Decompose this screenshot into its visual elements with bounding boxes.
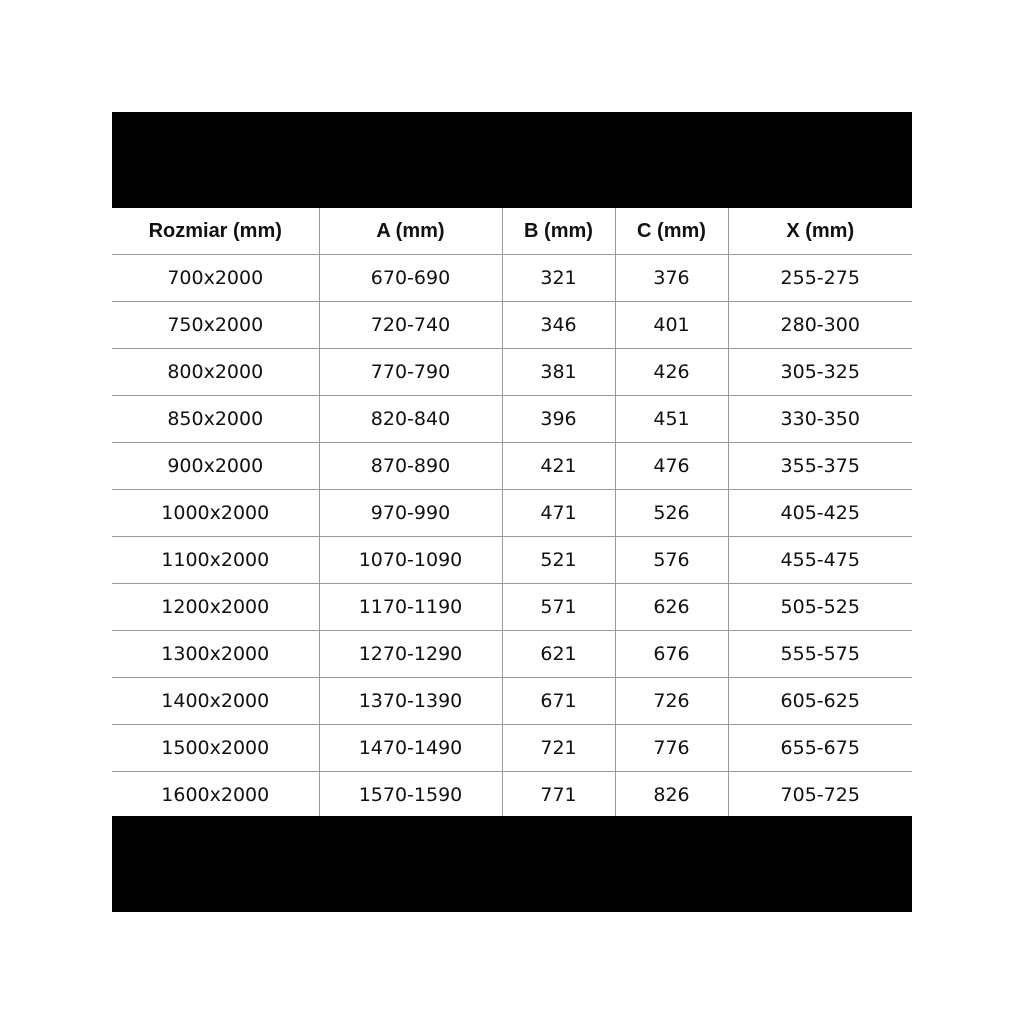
cell-a: 670-690 [319, 255, 502, 302]
cell-rozmiar: 850x2000 [112, 396, 319, 443]
table-row [112, 631, 912, 678]
cell-a: 1270-1290 [319, 631, 502, 678]
cell-a: 1470-1490 [319, 725, 502, 772]
cell-b: 671 [502, 678, 615, 725]
cell-rozmiar: 1200x2000 [112, 584, 319, 631]
cell-rozmiar: 700x2000 [112, 255, 319, 302]
cell-b: 321 [502, 255, 615, 302]
cell-c: 626 [615, 584, 728, 631]
cell-b: 521 [502, 537, 615, 584]
cell-x: 705-725 [728, 772, 912, 819]
cell-a: 1070-1090 [319, 537, 502, 584]
table-row [112, 443, 912, 490]
table-frame [112, 112, 912, 912]
header-rozmiar: Rozmiar (mm) [112, 208, 319, 255]
bottom-black-band [112, 816, 912, 912]
cell-c: 401 [615, 302, 728, 349]
table-row [112, 772, 912, 819]
header-c: C (mm) [615, 208, 728, 255]
table-row [112, 490, 912, 537]
table-row [112, 396, 912, 443]
cell-a: 770-790 [319, 349, 502, 396]
cell-a: 720-740 [319, 302, 502, 349]
cell-c: 776 [615, 725, 728, 772]
cell-x: 255-275 [728, 255, 912, 302]
table-row [112, 302, 912, 349]
cell-c: 726 [615, 678, 728, 725]
cell-rozmiar: 900x2000 [112, 443, 319, 490]
cell-x: 280-300 [728, 302, 912, 349]
cell-b: 571 [502, 584, 615, 631]
table-row [112, 725, 912, 772]
cell-a: 1570-1590 [319, 772, 502, 819]
cell-x: 330-350 [728, 396, 912, 443]
cell-c: 576 [615, 537, 728, 584]
cell-x: 505-525 [728, 584, 912, 631]
header-row [112, 208, 912, 255]
cell-x: 605-625 [728, 678, 912, 725]
header-a: A (mm) [319, 208, 502, 255]
table-row [112, 255, 912, 302]
cell-x: 655-675 [728, 725, 912, 772]
cell-rozmiar: 1500x2000 [112, 725, 319, 772]
header-x: X (mm) [728, 208, 912, 255]
cell-rozmiar: 800x2000 [112, 349, 319, 396]
cell-rozmiar: 1300x2000 [112, 631, 319, 678]
cell-rozmiar: 750x2000 [112, 302, 319, 349]
cell-a: 1170-1190 [319, 584, 502, 631]
cell-a: 970-990 [319, 490, 502, 537]
cell-c: 451 [615, 396, 728, 443]
cell-x: 355-375 [728, 443, 912, 490]
cell-b: 346 [502, 302, 615, 349]
cell-c: 526 [615, 490, 728, 537]
size-table [112, 208, 912, 818]
cell-b: 721 [502, 725, 615, 772]
cell-c: 676 [615, 631, 728, 678]
cell-b: 381 [502, 349, 615, 396]
table-row [112, 678, 912, 725]
table-row [112, 349, 912, 396]
cell-rozmiar: 1400x2000 [112, 678, 319, 725]
cell-c: 476 [615, 443, 728, 490]
cell-x: 305-325 [728, 349, 912, 396]
cell-b: 396 [502, 396, 615, 443]
cell-b: 621 [502, 631, 615, 678]
cell-x: 405-425 [728, 490, 912, 537]
cell-x: 555-575 [728, 631, 912, 678]
cell-c: 426 [615, 349, 728, 396]
cell-x: 455-475 [728, 537, 912, 584]
cell-c: 376 [615, 255, 728, 302]
cell-rozmiar: 1100x2000 [112, 537, 319, 584]
cell-a: 820-840 [319, 396, 502, 443]
cell-a: 870-890 [319, 443, 502, 490]
cell-b: 421 [502, 443, 615, 490]
table-row [112, 584, 912, 631]
cell-b: 771 [502, 772, 615, 819]
cell-a: 1370-1390 [319, 678, 502, 725]
cell-b: 471 [502, 490, 615, 537]
header-b: B (mm) [502, 208, 615, 255]
top-black-band [112, 112, 912, 208]
table-row [112, 537, 912, 584]
cell-rozmiar: 1000x2000 [112, 490, 319, 537]
cell-c: 826 [615, 772, 728, 819]
cell-rozmiar: 1600x2000 [112, 772, 319, 819]
